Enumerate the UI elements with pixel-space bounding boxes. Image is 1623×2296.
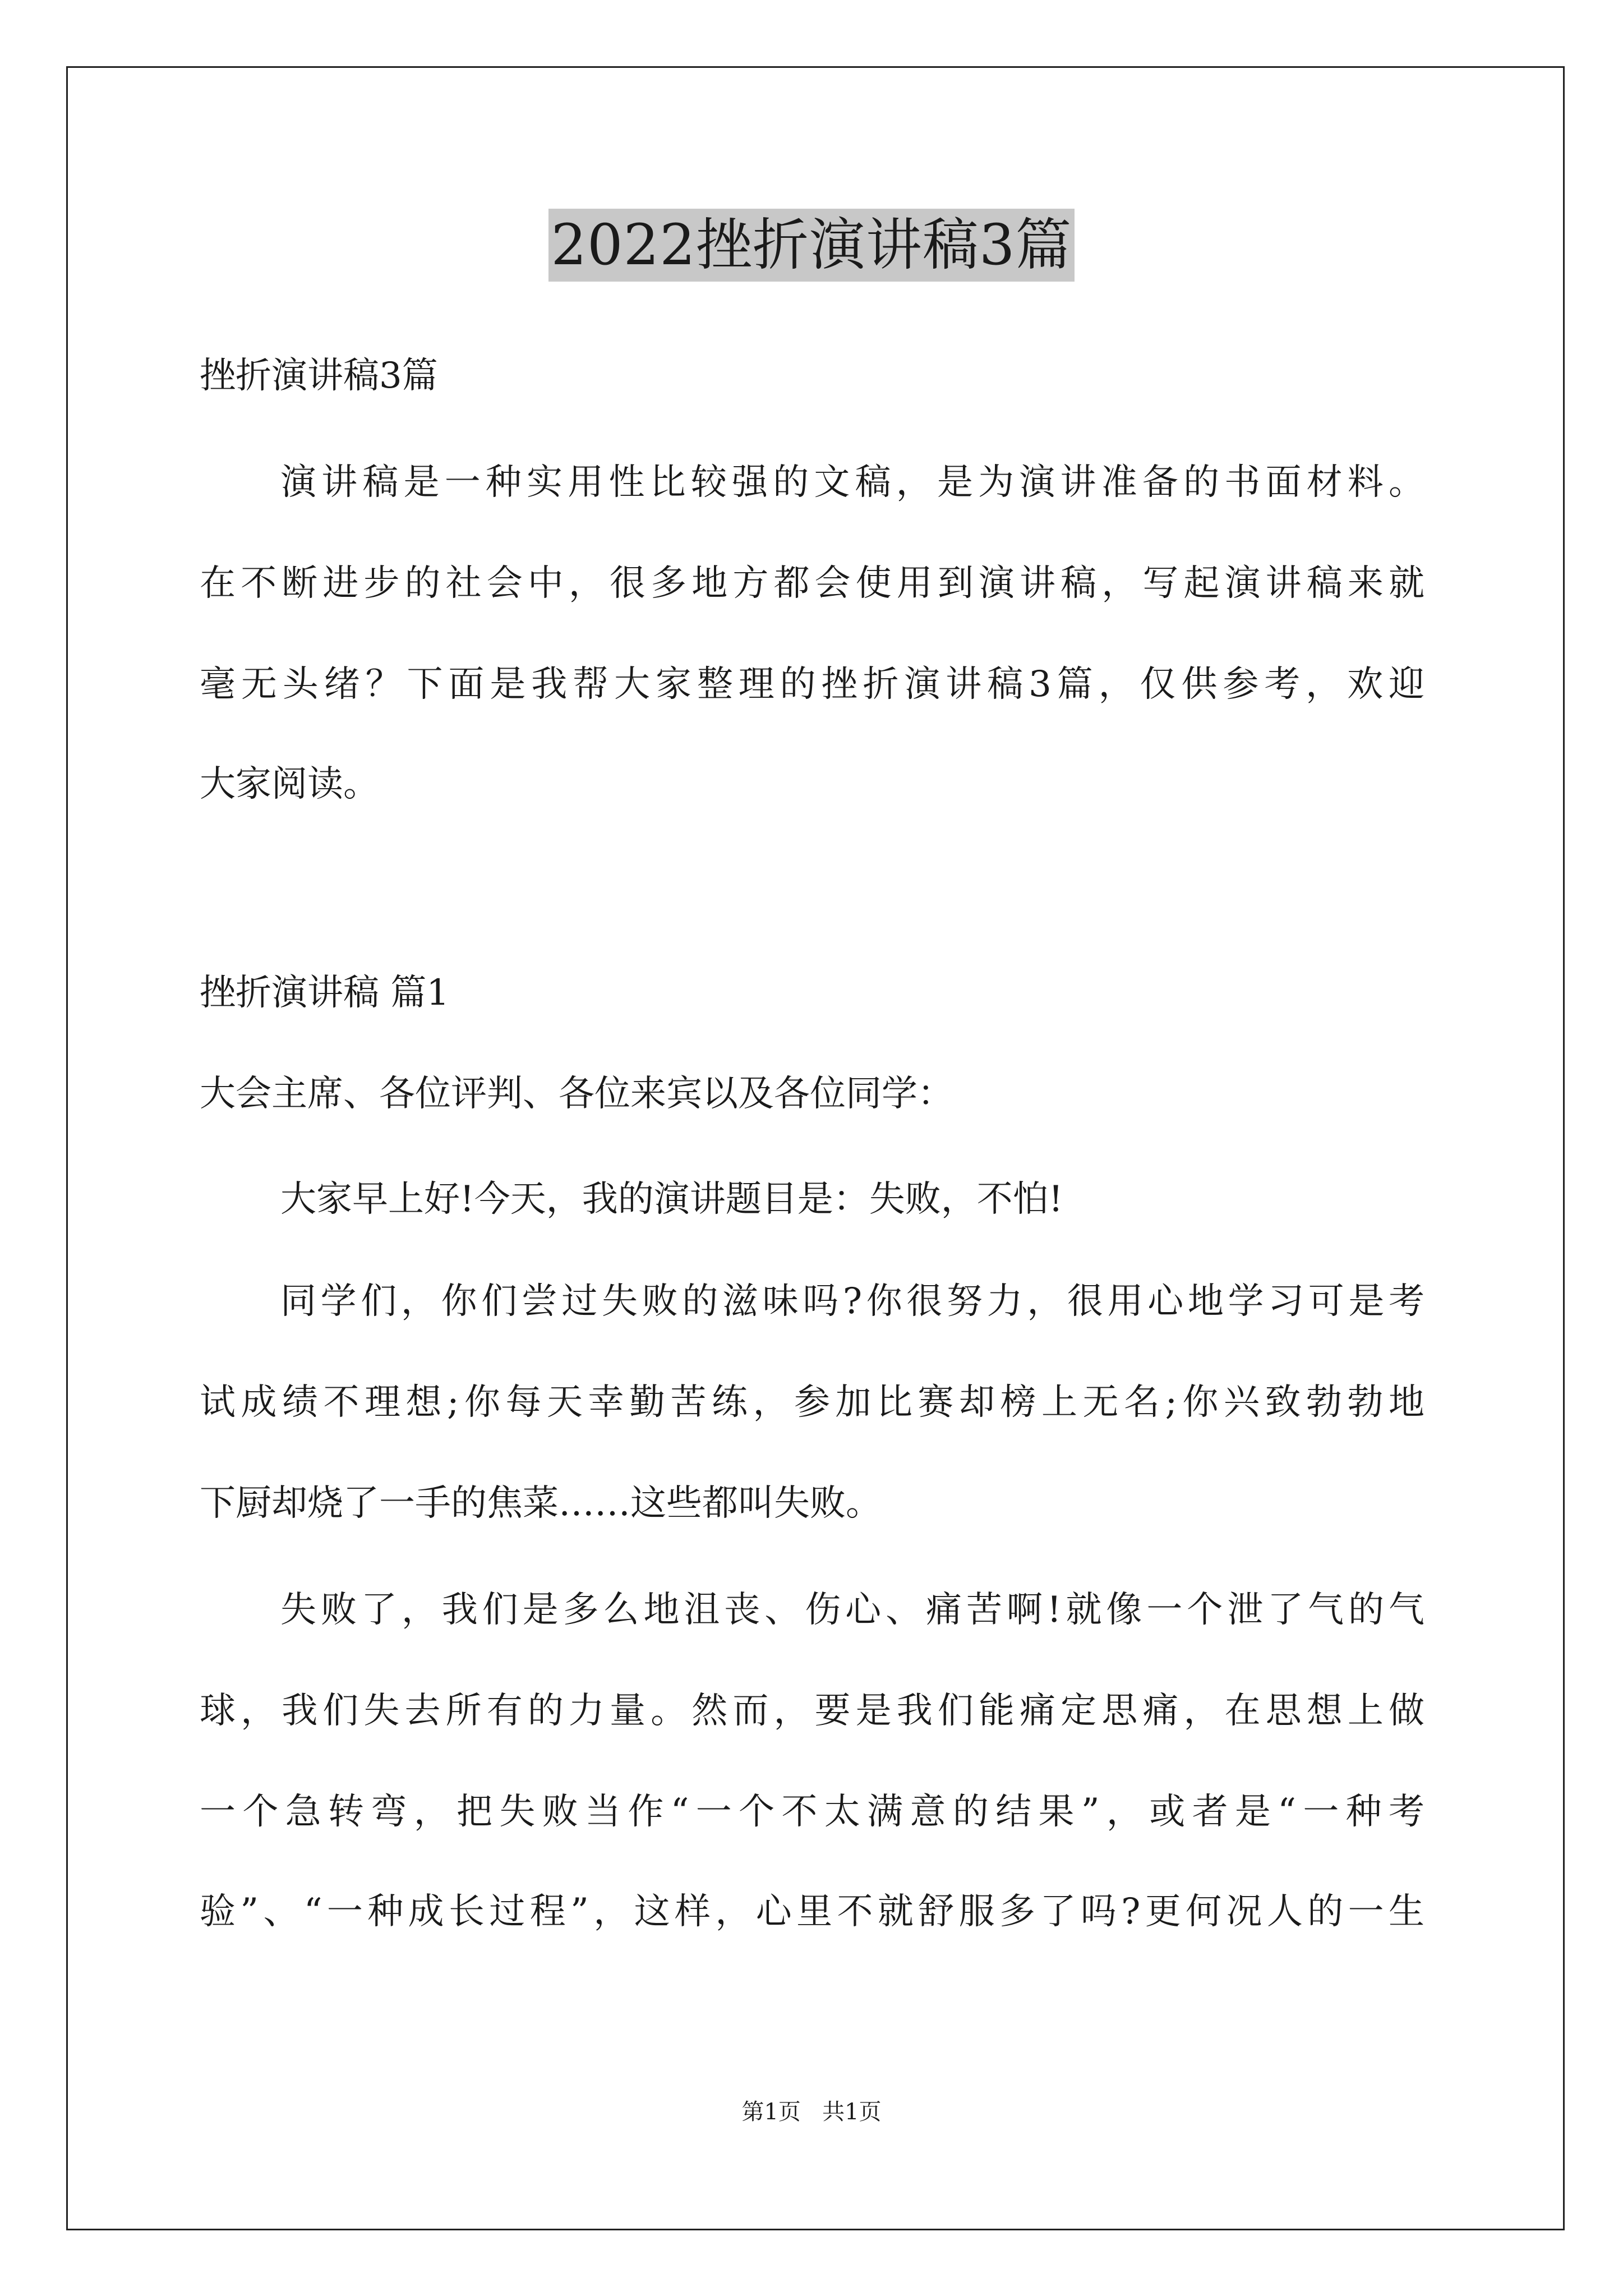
intro-line: 在不断进步的社会中，很多地方都会使用到演讲稿，写起演讲稿来就 — [200, 563, 1424, 604]
title-container — [0, 209, 1623, 282]
paragraph-line: 球，我们失去所有的力量。然而，要是我们能痛定思痛，在思想上做 — [200, 1690, 1424, 1732]
paragraph-line: 一个急转弯，把失败当作“一个不太满意的结果”，或者是“一种考 — [200, 1791, 1424, 1833]
greeting-line: 大家早上好!今天，我的演讲题目是：失败，不怕! — [280, 1179, 1063, 1220]
intro-line: 毫无头绪？下面是我帮大家整理的挫折演讲稿3篇，仅供参考，欢迎 — [200, 664, 1424, 705]
document-subtitle: 挫折演讲稿3篇 — [200, 355, 438, 397]
paragraph-line: 同学们，你们尝过失败的滋味吗?你很努力，很用心地学习可是考 — [280, 1281, 1424, 1322]
paragraph-line: 失败了，我们是多么地沮丧、伤心、痛苦啊!就像一个泄了气的气 — [280, 1589, 1424, 1631]
paragraph-line: 下厨却烧了一手的焦菜……这些都叫失败。 — [200, 1483, 882, 1524]
paragraph-line: 试成绩不理想;你每天幸勤苦练，参加比赛却榜上无名;你兴致勃勃地 — [200, 1382, 1424, 1423]
document-title: 2022挫折演讲稿3篇 — [548, 209, 1074, 282]
page-footer — [0, 2098, 1623, 2126]
salutation: 大会主席、各位评判、各位来宾以及各位同学： — [200, 1073, 953, 1115]
page-total: 共1页 — [822, 2099, 882, 2125]
intro-line: 演讲稿是一种实用性比较强的文稿，是为演讲准备的书面材料。 — [280, 462, 1424, 503]
intro-line: 大家阅读。 — [200, 763, 379, 805]
page-number: 第1页 — [741, 2099, 801, 2125]
paragraph-line: 验”、“一种成长过程”，这样，心里不就舒服多了吗?更何况人的一生 — [200, 1891, 1424, 1932]
section-heading: 挫折演讲稿 篇1 — [200, 972, 450, 1014]
